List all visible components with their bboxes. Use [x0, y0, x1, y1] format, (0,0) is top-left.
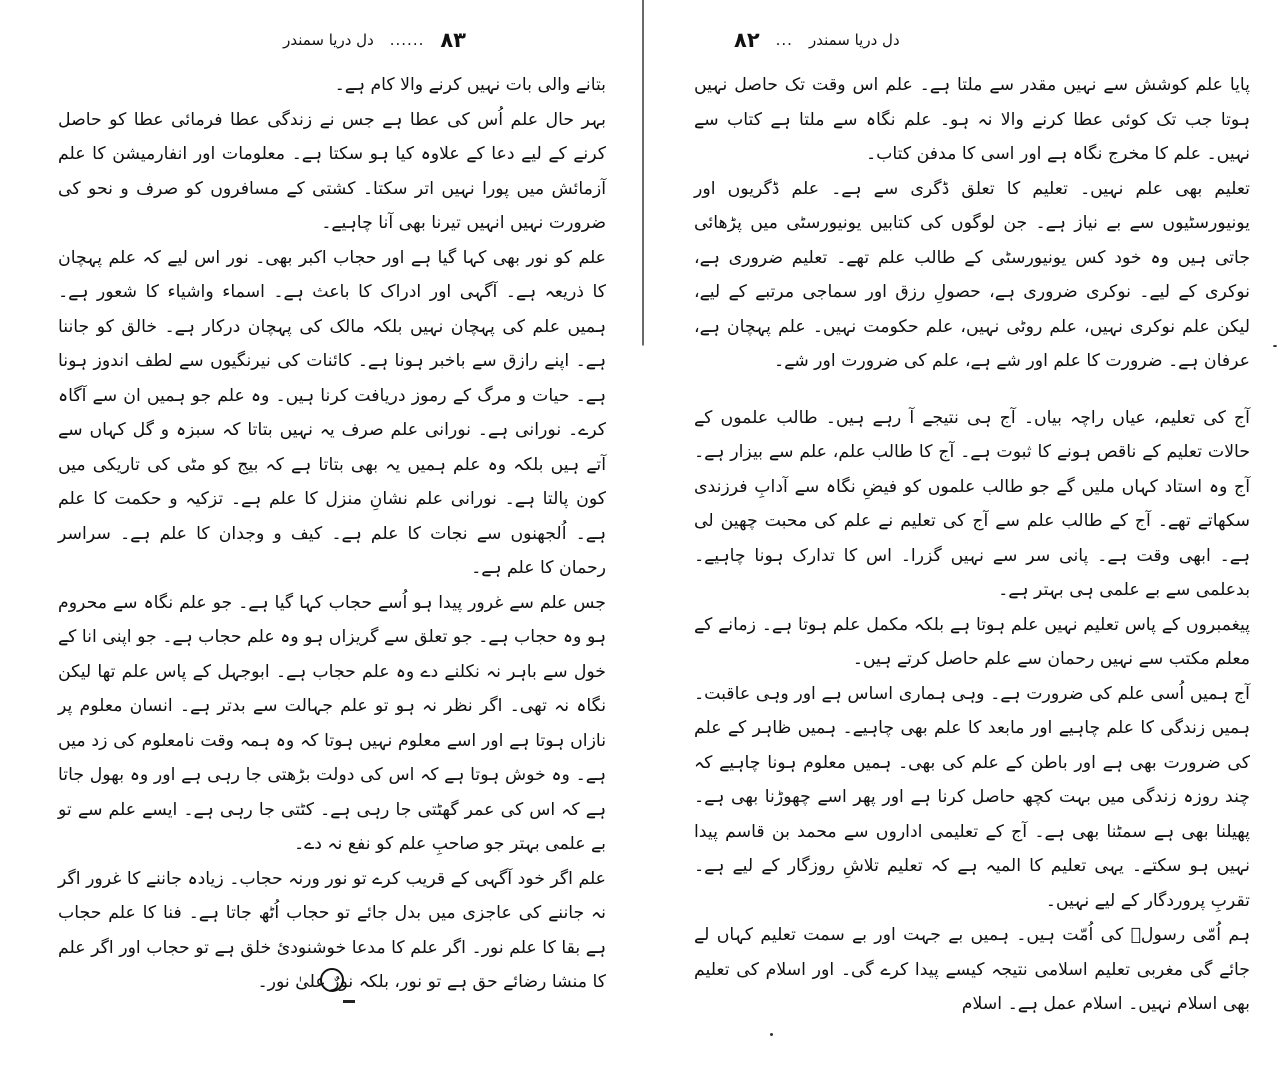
right-paragraph-2: تعلیم بھی علم نہیں۔ تعلیم کا تعلق ڈگری سے ہے۔ علم ڈگریوں اور یونیورسٹیوں سے بے نیاز ہے۔ جن لوگوں کی کتابیں یونیورسٹی میں پڑھائی جاتی ہیں وہ خود کس یونیورسٹی کے طالب علم تھے۔ تعلیم ضروری ہے، نوکری کے لیے۔ نوکری ضروری ہے، حصولِ رزق اور سماجی مرتبے کے لیے، لیکن علم نوکری نہیں، علم روٹی نہیں، علم حکومت نہیں۔ علم پہچان ہے، عرفان ہے۔ ضرورت کا علم اور شے ہے، علم کی ضرورت اور شے۔ — [694, 178, 1250, 371]
left-running-title: دل دریا سمندر — [283, 31, 374, 49]
left-paragraph-4: جس علم سے غرور پیدا ہو اُسے حجاب کہا گیا ہے۔ جو علم نگاہ سے محروم ہو وہ حجاب ہے۔ جو تعلق سے گریزاں ہو وہ علم حجاب ہے۔ جو اپنی انا کے خول سے باہر نہ نکلنے دے وہ علم حجاب ہے۔ ابوجہل کے پاس علم تھا لیکن نگاہ نہ تھی۔ اگر نظر نہ ہو تو علم جہالت سے بدتر ہے۔ انسان معلوم پر نازاں ہوتا ہے اور اسے معلوم نہیں ہوتا کہ وہ ہمہ وقت نامعلوم کی زد میں ہے۔ وہ خوش ہوتا ہے کہ اس کی دولت بڑھتی جا رہی ہے اور وہ بھول جاتا ہے کہ اس کی عمر گھٹتی جا رہی ہے۔ کٹتی جا رہی ہے۔ ایسے علم سے تو بے علمی بہتر جو صاحبِ علم کو نفع نہ دے۔ — [58, 592, 606, 854]
right-paragraph-4: پیغمبروں کے پاس تعلیم نہیں علم ہوتا ہے بلکہ مکمل علم ہوتا ہے۔ زمانے کے معلم مکتب سے نہیں رحمان سے علم حاصل کرتے ہیں۔ — [694, 614, 1250, 669]
right-paragraph-5: آج ہمیں اُسی علم کی ضرورت ہے۔ وہی ہماری اساس ہے اور وہی عاقبت۔ ہمیں زندگی کا علم چاہیے اور مابعد کا علم بھی چاہیے۔ ہمیں ظاہر کے علم کی ضرورت بھی ہے اور باطن کے علم کی بھی۔ ہمیں معلوم ہونا چاہیے کہ چند روزہ زندگی میں بہت کچھ حاصل کرنا ہے اور پھر اسے چھوڑنا بھی ہے۔ پھیلنا بھی ہے سمٹنا بھی ہے۔ آج کے تعلیمی اداروں سے محمد بن قاسم پیدا نہیں ہو سکتے۔ یہی تعلیم کا المیہ ہے کہ تعلیم تلاشِ روزگار کے لیے ہے۔ تقربِ پروردگار کے لیے نہیں۔ — [694, 683, 1250, 911]
right-paragraph-3: آج کی تعلیم، عیاں راچہ بیاں۔ آج ہی نتیجے آ رہے ہیں۔ طالب علموں کے حالات تعلیم کے ناقص ہونے کا ثبوت ہے۔ آج کا طالب علم، علم سے بیزار ہے۔ آج وہ استاد کہاں ملیں گے جو طالب علموں کو فیضِ نگاہ سے آدابِ فرزندی سکھاتے تھے۔ آج کے طالب علم سے آج کی تعلیم نے علم کی محبت چھین لی ہے۔ ابھی وقت ہے۔ پانی سر سے نہیں گزرا۔ اس کا تدارک ہونا چاہیے۔ بدعلمی سے بے علمی ہی بہتر ہے۔ — [694, 407, 1250, 600]
left-paragraph-5: علم اگر خود آگہی کے قریب کرے تو نور ورنہ حجاب۔ زیادہ جاننے کا غرور اگر نہ جاننے کی عاجزی میں بدل جائے تو حجاب اُٹھ جاتا ہے۔ فنا کا علم حجاب ہے بقا کا علم نور۔ اگر علم کا مدعا خوشنودیٔ خلق ہے تو حجاب اور اگر علم کا منشا رضائے حق ہے تو نور، بلکہ نورٌ علیٰ نور۔ — [58, 868, 606, 992]
right-running-head — [694, 20, 1250, 60]
left-paragraph-3: علم کو نور بھی کہا گیا ہے اور حجاب اکبر بھی۔ نور اس لیے کہ علم پہچان کا ذریعہ ہے۔ آگہی اور ادراک کا باعث ہے۔ اسماء واشیاء کا شعور ہے۔ ہمیں علم کی پہچان نہیں بلکہ مالک کی پہچان درکار ہے۔ خالق کو جاننا ہے۔ اپنے رازق سے باخبر ہونا ہے۔ کائنات کی نیرنگیوں سے لطف اندوز ہونا ہے۔ حیات و مرگ کے رموز دریافت کرنا ہیں۔ وہ علم جو ہمیں ان سے آگاہ کرے۔ نورانی ہے۔ نورانی علم صرف یہ نہیں بتاتا کہ سبزہ و گل کہاں سے آتے ہیں بلکہ وہ علم ہمیں یہ بھی بتاتا ہے کہ بیج کو مٹی کی تاریکی میں کون پالتا ہے۔ نورانی علم نشانِ منزل کا علم ہے۔ تزکیہ و حکمت کا علم ہے۔ اُلجھنوں سے نجات کا علم ہے۔ کیف و وجدان کا علم ہے۔ سراسر رحمان کا علم ہے۔ — [58, 247, 606, 578]
scan-speck — [1273, 345, 1277, 347]
scan-speck — [770, 1033, 773, 1036]
end-circle-ornament — [320, 968, 344, 992]
right-head-dots: ... — [775, 31, 793, 49]
paragraph-gap — [694, 379, 1250, 401]
right-page-number: ٨٢ — [734, 28, 760, 52]
left-running-head — [58, 20, 606, 60]
end-dash-mark — [343, 1000, 355, 1003]
right-page — [644, 0, 1288, 1080]
right-running-title: دل دریا سمندر — [808, 31, 900, 49]
left-paragraph-1: بتانے والی بات نہیں کرنے والا کام ہے۔ — [334, 75, 606, 95]
right-paragraph-1: پایا علم کوشش سے نہیں مقدر سے ملتا ہے۔ علم اس وقت تک حاصل نہیں ہوتا جب تک کوئی عطا کرنے والا نہ ہو۔ علم نگاہ سے ملتا ہے کتاب سے نہیں۔ علم کا مخرج نگاہ ہے اور اسی کا مدفن کتاب۔ — [694, 75, 1250, 164]
right-body-text — [694, 68, 1250, 1022]
left-paragraph-2: بہر حال علم اُس کی عطا ہے جس نے زندگی عطا فرمائی عطا کو حاصل کرنے کے لیے دعا کے علاوہ کیا ہو سکتا ہے۔ معلومات اور انفارمیشن کا علم آزمائش میں پورا نہیں اتر سکتا۔ کشتی کے مسافروں کو صرف و نحو کی ضرورت نہیں انہیں تیرنا بھی آنا چاہیے۔ — [58, 109, 606, 233]
left-head-dots: ...... — [389, 31, 425, 49]
left-body-text — [58, 68, 606, 1000]
right-paragraph-6: ہم اُمّی رسولؐ کی اُمّت ہیں۔ ہمیں بے جہت اور بے سمت تعلیم کہاں لے جائے گی مغربی تعلیم اسلامی نتیجہ کیسے پیدا کرے گی۔ اور اسلام کی تعلیم بھی اسلام نہیں۔ اسلام عمل ہے۔ اسلام — [694, 925, 1250, 1014]
left-page-number: ٨٣ — [440, 28, 466, 52]
